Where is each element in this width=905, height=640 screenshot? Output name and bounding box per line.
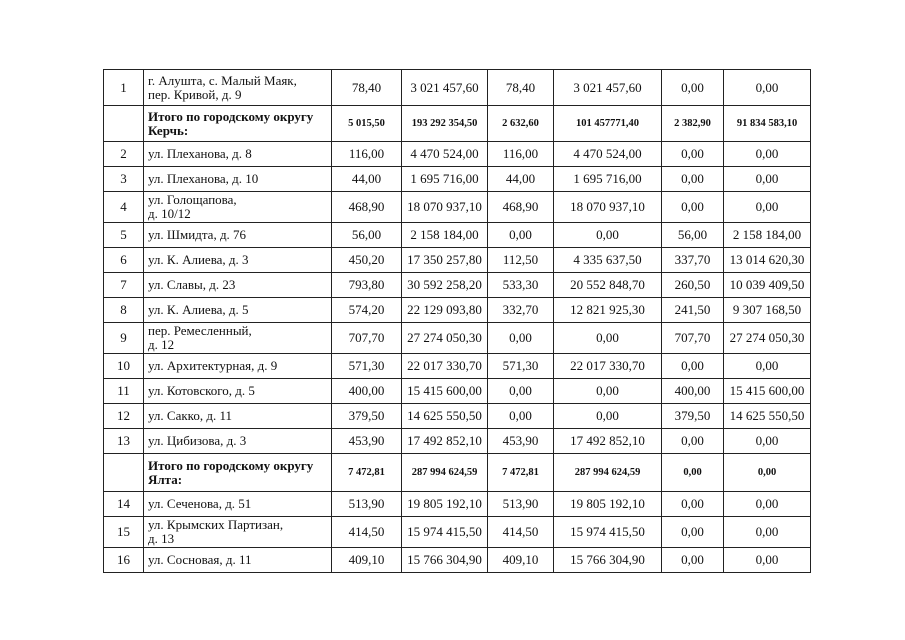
address-line: ул. Голощапова, — [148, 192, 237, 207]
area-total-cell: 793,80 — [332, 273, 402, 298]
table-row — [104, 273, 811, 298]
area-total-cell: 453,90 — [332, 429, 402, 454]
row-number-cell: 3 — [104, 167, 144, 192]
cost-part-b-cell: 10 039 409,50 — [724, 273, 811, 298]
area-part-b-cell: 56,00 — [662, 223, 724, 248]
area-part-b-cell: 0,00 — [662, 517, 724, 548]
cost-part-b-cell: 2 158 184,00 — [724, 223, 811, 248]
table-row — [104, 167, 811, 192]
address-line: Ялта: — [148, 471, 183, 487]
address-line: Итого по городскому округу — [148, 108, 314, 124]
row-number-cell: 7 — [104, 273, 144, 298]
area-part-b-cell: 0,00 — [662, 142, 724, 167]
cost-total-cell: 27 274 050,30 — [402, 323, 488, 354]
address-line: ул. Архитектурная, д. 9 — [148, 358, 278, 373]
row-number-cell: 6 — [104, 248, 144, 273]
cost-total-cell: 15 415 600,00 — [402, 379, 488, 404]
cost-total-cell: 15 766 304,90 — [402, 548, 488, 573]
area-part-b-cell: 0,00 — [662, 492, 724, 517]
cost-part-b-cell: 13 014 620,30 — [724, 248, 811, 273]
table-row — [104, 142, 811, 167]
row-number-cell: 1 — [104, 70, 144, 106]
table-row — [104, 70, 811, 106]
address-cell — [144, 192, 332, 223]
area-total-cell: 379,50 — [332, 404, 402, 429]
address-cell — [144, 492, 332, 517]
address-line: пер. Кривой, д. 9 — [148, 86, 242, 102]
area-total-cell: 5 015,50 — [332, 106, 402, 142]
cost-part-a-cell: 12 821 925,30 — [554, 298, 662, 323]
cost-part-b-cell: 0,00 — [724, 548, 811, 573]
table-row — [104, 223, 811, 248]
cost-part-b-cell: 0,00 — [724, 142, 811, 167]
table-row — [104, 548, 811, 573]
address-cell — [144, 167, 332, 192]
table-row — [104, 354, 811, 379]
cost-total-cell: 4 470 524,00 — [402, 142, 488, 167]
housing-register-table — [103, 69, 811, 573]
table-row — [104, 298, 811, 323]
row-number-cell: 16 — [104, 548, 144, 573]
address-line: д. 12 — [148, 337, 175, 352]
row-number-cell: 12 — [104, 404, 144, 429]
cost-part-b-cell: 14 625 550,50 — [724, 404, 811, 429]
cost-total-cell: 19 805 192,10 — [402, 492, 488, 517]
address-line: ул. Цибизова, д. 3 — [148, 433, 247, 448]
cost-part-b-cell: 0,00 — [724, 70, 811, 106]
address-line: д. 10/12 — [148, 206, 191, 221]
area-part-b-cell: 260,50 — [662, 273, 724, 298]
row-number-cell: 15 — [104, 517, 144, 548]
cost-part-b-cell: 9 307 168,50 — [724, 298, 811, 323]
area-part-a-cell: 332,70 — [488, 298, 554, 323]
address-line: ул. Плеханова, д. 10 — [148, 171, 259, 186]
area-part-a-cell: 7 472,81 — [488, 454, 554, 492]
area-total-cell: 409,10 — [332, 548, 402, 573]
row-number-cell: 13 — [104, 429, 144, 454]
address-cell — [144, 273, 332, 298]
area-part-a-cell: 2 632,60 — [488, 106, 554, 142]
cost-total-cell: 30 592 258,20 — [402, 273, 488, 298]
row-number-cell: 4 — [104, 192, 144, 223]
address-cell — [144, 106, 332, 142]
row-number-cell: 14 — [104, 492, 144, 517]
row-number-cell: 11 — [104, 379, 144, 404]
address-cell — [144, 223, 332, 248]
area-part-a-cell: 78,40 — [488, 70, 554, 106]
address-cell — [144, 548, 332, 573]
area-total-cell: 400,00 — [332, 379, 402, 404]
address-cell — [144, 142, 332, 167]
table-row — [104, 323, 811, 354]
area-total-cell: 56,00 — [332, 223, 402, 248]
address-cell — [144, 429, 332, 454]
table-row — [104, 429, 811, 454]
cost-part-b-cell: 27 274 050,30 — [724, 323, 811, 354]
area-total-cell: 574,20 — [332, 298, 402, 323]
address-cell — [144, 298, 332, 323]
cost-part-b-cell: 0,00 — [724, 167, 811, 192]
area-part-b-cell: 0,00 — [662, 167, 724, 192]
area-part-b-cell: 400,00 — [662, 379, 724, 404]
cost-part-b-cell: 0,00 — [724, 492, 811, 517]
table-row — [104, 517, 811, 548]
area-part-b-cell: 0,00 — [662, 192, 724, 223]
address-line: ул. Сеченова, д. 51 — [148, 496, 252, 511]
address-cell — [144, 517, 332, 548]
cost-part-a-cell: 0,00 — [554, 404, 662, 429]
cost-total-cell: 22 017 330,70 — [402, 354, 488, 379]
address-cell — [144, 323, 332, 354]
area-part-b-cell: 379,50 — [662, 404, 724, 429]
row-number-cell: 9 — [104, 323, 144, 354]
area-part-b-cell: 241,50 — [662, 298, 724, 323]
area-total-cell: 450,20 — [332, 248, 402, 273]
cost-total-cell: 17 350 257,80 — [402, 248, 488, 273]
area-part-a-cell: 112,50 — [488, 248, 554, 273]
cost-total-cell: 22 129 093,80 — [402, 298, 488, 323]
area-part-a-cell: 468,90 — [488, 192, 554, 223]
cost-part-a-cell: 287 994 624,59 — [554, 454, 662, 492]
area-part-a-cell: 0,00 — [488, 223, 554, 248]
cost-part-a-cell: 0,00 — [554, 223, 662, 248]
area-part-a-cell: 0,00 — [488, 379, 554, 404]
table-row — [104, 248, 811, 273]
area-part-b-cell: 0,00 — [662, 354, 724, 379]
row-number-cell: 2 — [104, 142, 144, 167]
cost-total-cell: 18 070 937,10 — [402, 192, 488, 223]
cost-part-a-cell: 20 552 848,70 — [554, 273, 662, 298]
cost-part-a-cell: 15 766 304,90 — [554, 548, 662, 573]
address-cell — [144, 379, 332, 404]
area-part-b-cell: 707,70 — [662, 323, 724, 354]
area-part-a-cell: 571,30 — [488, 354, 554, 379]
row-number-cell — [104, 454, 144, 492]
area-total-cell: 7 472,81 — [332, 454, 402, 492]
address-line: ул. Плеханова, д. 8 — [148, 146, 252, 161]
cost-part-b-cell: 0,00 — [724, 354, 811, 379]
total-row — [104, 454, 811, 492]
address-line: ул. Сосновая, д. 11 — [148, 552, 252, 567]
row-number-cell: 5 — [104, 223, 144, 248]
area-part-b-cell: 0,00 — [662, 429, 724, 454]
area-total-cell: 414,50 — [332, 517, 402, 548]
cost-total-cell: 1 695 716,00 — [402, 167, 488, 192]
cost-total-cell: 14 625 550,50 — [402, 404, 488, 429]
total-row — [104, 106, 811, 142]
address-cell — [144, 248, 332, 273]
cost-part-a-cell: 17 492 852,10 — [554, 429, 662, 454]
address-line: ул. К. Алиева, д. 3 — [148, 252, 249, 267]
table-row — [104, 192, 811, 223]
cost-total-cell: 287 994 624,59 — [402, 454, 488, 492]
area-part-b-cell: 0,00 — [662, 70, 724, 106]
area-part-b-cell: 337,70 — [662, 248, 724, 273]
cost-part-a-cell: 19 805 192,10 — [554, 492, 662, 517]
table-row — [104, 404, 811, 429]
cost-part-b-cell: 0,00 — [724, 517, 811, 548]
address-line: ул. Шмидта, д. 76 — [148, 227, 247, 242]
cost-total-cell: 17 492 852,10 — [402, 429, 488, 454]
cost-part-a-cell: 4 335 637,50 — [554, 248, 662, 273]
address-line: Итого по городскому округу — [148, 457, 314, 473]
address-line: г. Алушта, с. Малый Маяк, — [148, 72, 297, 88]
area-part-a-cell: 533,30 — [488, 273, 554, 298]
row-number-cell: 8 — [104, 298, 144, 323]
area-part-a-cell: 0,00 — [488, 404, 554, 429]
cost-part-a-cell: 0,00 — [554, 379, 662, 404]
cost-total-cell: 3 021 457,60 — [402, 70, 488, 106]
cost-total-cell: 15 974 415,50 — [402, 517, 488, 548]
address-line: ул. Крымских Партизан, — [148, 517, 284, 532]
address-line: ул. Котовского, д. 5 — [148, 383, 255, 398]
row-number-cell: 10 — [104, 354, 144, 379]
area-part-b-cell: 2 382,90 — [662, 106, 724, 142]
area-part-b-cell: 0,00 — [662, 548, 724, 573]
address-line: пер. Ремесленный, — [148, 323, 252, 338]
address-cell — [144, 70, 332, 106]
row-number-cell — [104, 106, 144, 142]
area-part-a-cell: 414,50 — [488, 517, 554, 548]
cost-part-b-cell: 91 834 583,10 — [724, 106, 811, 142]
table-body — [104, 70, 811, 573]
table-row — [104, 379, 811, 404]
area-part-a-cell: 409,10 — [488, 548, 554, 573]
cost-part-b-cell: 15 415 600,00 — [724, 379, 811, 404]
area-part-a-cell: 116,00 — [488, 142, 554, 167]
cost-part-b-cell: 0,00 — [724, 454, 811, 492]
cost-part-a-cell: 3 021 457,60 — [554, 70, 662, 106]
address-line: ул. К. Алиева, д. 5 — [148, 302, 249, 317]
cost-part-a-cell: 15 974 415,50 — [554, 517, 662, 548]
area-part-b-cell: 0,00 — [662, 454, 724, 492]
cost-part-a-cell: 18 070 937,10 — [554, 192, 662, 223]
cost-total-cell: 2 158 184,00 — [402, 223, 488, 248]
address-line: ул. Славы, д. 23 — [148, 277, 236, 292]
area-total-cell: 44,00 — [332, 167, 402, 192]
address-line: ул. Сакко, д. 11 — [148, 408, 232, 423]
area-part-a-cell: 0,00 — [488, 323, 554, 354]
cost-part-a-cell: 1 695 716,00 — [554, 167, 662, 192]
area-total-cell: 468,90 — [332, 192, 402, 223]
cost-part-b-cell: 0,00 — [724, 429, 811, 454]
area-part-a-cell: 453,90 — [488, 429, 554, 454]
address-cell — [144, 354, 332, 379]
cost-part-b-cell: 0,00 — [724, 192, 811, 223]
table-row — [104, 492, 811, 517]
address-line: д. 13 — [148, 531, 175, 546]
area-total-cell: 78,40 — [332, 70, 402, 106]
cost-total-cell: 193 292 354,50 — [402, 106, 488, 142]
address-cell — [144, 404, 332, 429]
cost-part-a-cell: 101 457771,40 — [554, 106, 662, 142]
area-total-cell: 707,70 — [332, 323, 402, 354]
cost-part-a-cell: 22 017 330,70 — [554, 354, 662, 379]
area-total-cell: 116,00 — [332, 142, 402, 167]
area-total-cell: 513,90 — [332, 492, 402, 517]
area-part-a-cell: 44,00 — [488, 167, 554, 192]
area-total-cell: 571,30 — [332, 354, 402, 379]
cost-part-a-cell: 0,00 — [554, 323, 662, 354]
address-cell — [144, 454, 332, 492]
address-line: Керчь: — [148, 122, 189, 138]
cost-part-a-cell: 4 470 524,00 — [554, 142, 662, 167]
area-part-a-cell: 513,90 — [488, 492, 554, 517]
